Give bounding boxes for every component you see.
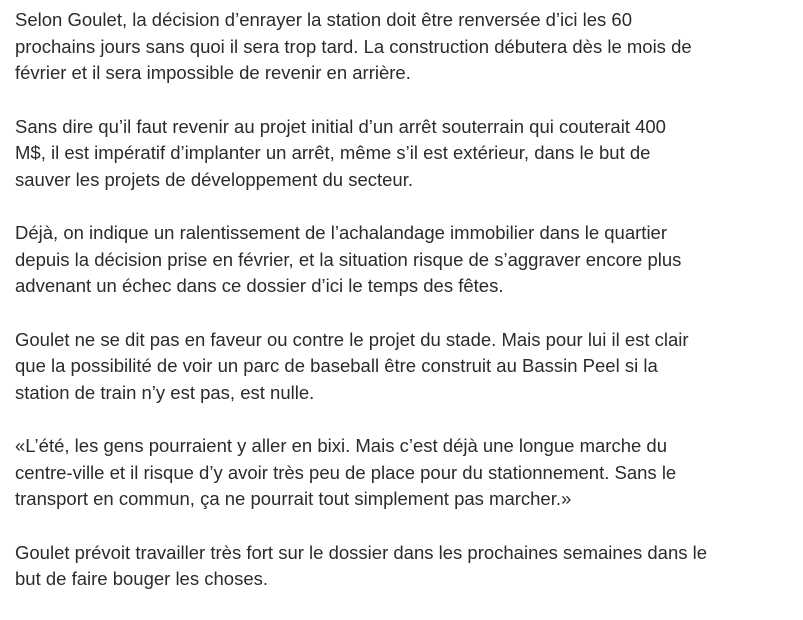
text-line: Goulet ne se dit pas en faveur ou contre le projet du stade. Mais pour lui il est clair <box>15 328 689 350</box>
text-line: M$, il est impératif d’implanter un arrêt, même s’il est extérieur, dans le but de <box>15 142 651 163</box>
text-line: Selon Goulet, la décision d’enrayer la station doit être renversée d’ici les 60 <box>15 9 633 30</box>
text-line: prochains jours sans quoi il sera trop tard. La construction débutera dès le mois de <box>15 35 692 57</box>
text-line: Goulet prévoit travailler très fort sur le dossier dans les prochaines semaines dans le <box>15 541 708 563</box>
text-line: que la possibilité de voir un parc de baseball être construit au Bassin Peel si la <box>15 355 658 376</box>
text-line: «L’été, les gens pourraient y aller en bixi. Mais c’est déjà une longue marche du <box>15 435 667 456</box>
text-line: transport en commun, ça ne pourrait tout simplement pas marcher.» <box>15 488 572 509</box>
paragraph <box>15 114 795 194</box>
article-body <box>15 7 795 620</box>
text-line: but de faire bouger les choses. <box>15 568 268 589</box>
text-line: station de train n’y est pas, est nulle. <box>15 381 315 403</box>
text-line: centre-ville et il risque d’y avoir très peu de place pour du stationnement. Sans le <box>15 461 677 483</box>
text-line: Déjà, on indique un ralentissement de l’achalandage immobilier dans le quartier <box>15 222 667 243</box>
text-line: depuis la décision prise en février, et la situation risque de s’aggraver encore plus <box>15 248 682 270</box>
paragraph <box>15 540 795 593</box>
paragraph <box>15 7 795 87</box>
quote-paragraph <box>15 433 795 513</box>
text-line: advenant un échec dans ce dossier d’ici le temps des fêtes. <box>15 275 504 296</box>
text-line: février et il sera impossible de revenir en arrière. <box>15 62 411 83</box>
text-line: Sans dire qu’il faut revenir au projet initial d’un arrêt souterrain qui couterait 400 <box>15 115 666 137</box>
paragraph <box>15 220 795 300</box>
paragraph <box>15 327 795 407</box>
text-line: sauver les projets de développement du secteur. <box>15 168 413 190</box>
